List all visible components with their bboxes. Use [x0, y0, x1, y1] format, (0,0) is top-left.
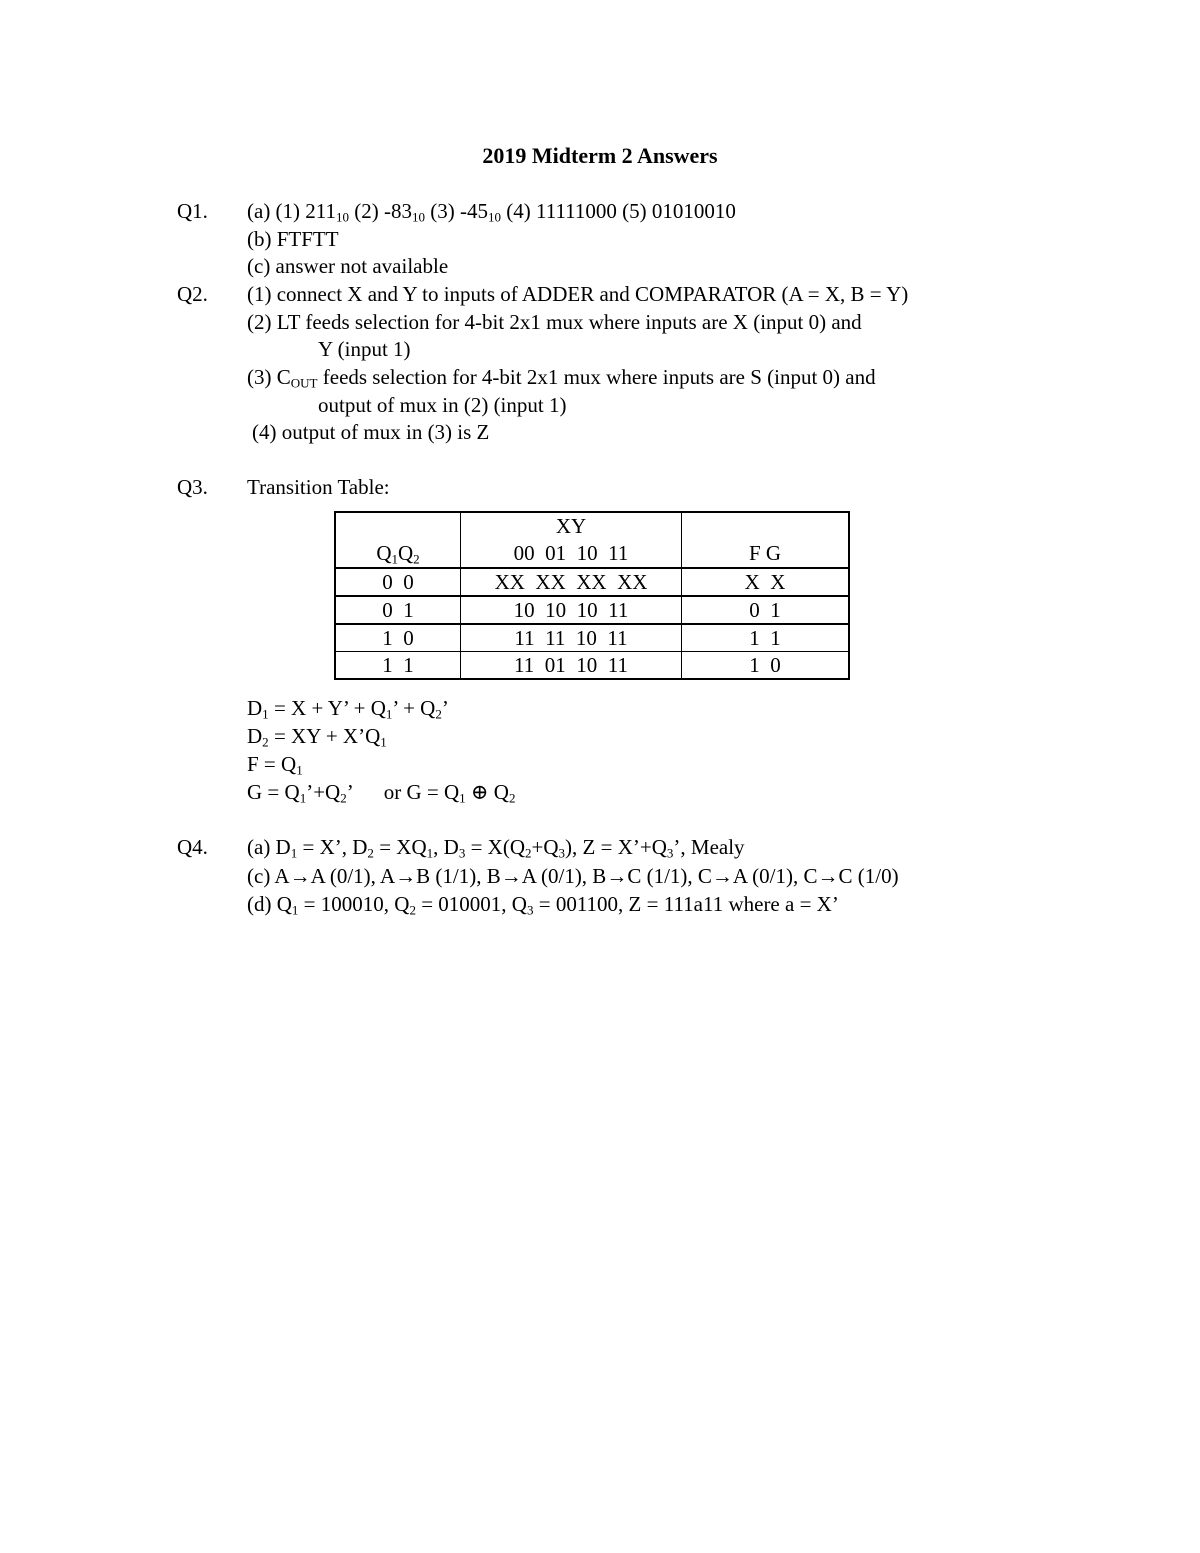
next-state-cell: 10 10 10 11 [461, 596, 682, 624]
table-header-row [335, 512, 849, 568]
next-state-cell: 11 01 10 11 [461, 652, 682, 680]
equation-g: $G = Q_1’+Q_2$’ or $G = Q_1$ ⊕ $Q_2$ [247, 780, 516, 806]
q3-label: Q3. [177, 475, 208, 499]
q2-step-3: (3) $C_{OUT}$ feeds selection for 4-bit 2x1 mux where inputs are S (input 0) and [247, 365, 876, 391]
header-xy: XY 00 01 10 11 [461, 512, 682, 568]
next-state-cell: XX XX XX XX [461, 568, 682, 596]
q2-label: Q2. [177, 282, 208, 306]
q4-label: Q4. [177, 835, 208, 859]
q4-answer-a: (a) $D_1 = X$’, $D_2 = XQ_1$, $D_3 = X(Q_2+Q_3)$, $Z = X’+Q_3$’, Mealy [247, 835, 745, 861]
output-cell: 1 0 [682, 652, 850, 680]
transition-table [334, 511, 850, 680]
table-row [335, 624, 849, 652]
q1-label: Q1. [177, 199, 208, 223]
output-cell: X X [682, 568, 850, 596]
q2-step-1: (1) connect X and Y to inputs of ADDER and COMPARATOR (A = X, B = Y) [247, 282, 909, 306]
page-title: 2019 Midterm 2 Answers [482, 143, 718, 168]
header-fg: F G [682, 512, 850, 568]
equation-d2: $D_2$ = XY + $X’Q_1$ [247, 724, 387, 750]
state-cell: 1 1 [335, 652, 461, 680]
table-row [335, 596, 849, 624]
table-row [335, 568, 849, 596]
state-cell: 0 0 [335, 568, 461, 596]
q2-step-2-cont: Y (input 1) [318, 337, 411, 361]
q2-step-4: (4) output of mux in (3) is Z [252, 420, 490, 444]
q1-answer-b: (b) FTFTT [247, 227, 339, 251]
q2-step-3-cont: output of mux in (2) (input 1) [318, 393, 567, 417]
q1-answer-c: (c) answer not available [247, 254, 449, 278]
q2-step-2: (2) LT feeds selection for 4-bit 2x1 mux where inputs are X (input 0) and [247, 310, 862, 334]
q4-answer-c: (c) A→A (0/1), A→B (1/1), B→A (0/1), B→C (1/1), C→A (0/1), C→C (1/0) [247, 864, 899, 888]
equation-f: $F = Q_1$ [247, 752, 303, 778]
state-cell: 0 1 [335, 596, 461, 624]
table-row [335, 652, 849, 680]
next-state-cell: 11 11 10 11 [461, 624, 682, 652]
output-cell: 1 1 [682, 624, 850, 652]
q4-answer-d: (d) $Q_1 = 100010$, $Q_2 = 010001$, $Q_3 = 001100$, Z = 111a11 where a = X’ [247, 892, 839, 918]
q1-answer-a: (a) (1) $211_{10}$ (2) $-83_{10}$ (3) $-45_{10}$ (4) 11111000 (5) 01010010 [247, 199, 736, 225]
header-state: $Q_1Q_2$ [335, 512, 461, 568]
q3-heading: Transition Table: [247, 475, 390, 499]
equation-d1: $D_1 = X + Y$’ + $Q_1$’ + $Q_2$’ [247, 696, 449, 722]
state-cell: 1 0 [335, 624, 461, 652]
output-cell: 0 1 [682, 596, 850, 624]
